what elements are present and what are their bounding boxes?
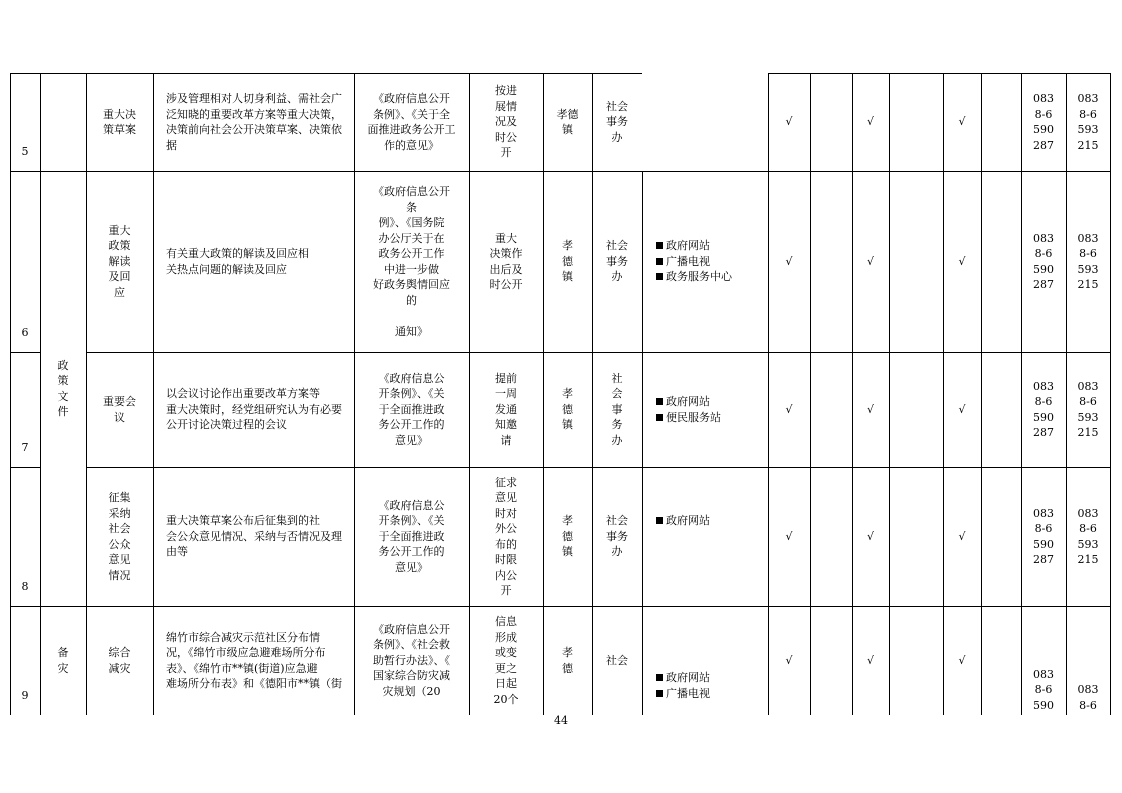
row-number: 5 xyxy=(21,144,29,158)
filled-square-icon xyxy=(656,690,663,697)
item-name: 重大决 策草案 xyxy=(103,107,136,136)
channel-list xyxy=(656,394,721,425)
table-rule xyxy=(642,171,643,715)
table-rule xyxy=(469,73,470,715)
item-name: 征集 采纳 社会 公众 意见 情况 xyxy=(108,491,131,582)
disclosure-subject: 孝 德 xyxy=(562,646,573,675)
table-rule xyxy=(1110,73,1111,715)
channel-item xyxy=(656,394,721,410)
table-rule xyxy=(86,467,1110,468)
disclosure-subject: 孝 德 镇 xyxy=(562,514,573,559)
filled-square-icon xyxy=(656,242,663,249)
check-mark: √ xyxy=(958,653,966,667)
table-rule xyxy=(86,73,87,715)
table-rule xyxy=(810,73,811,715)
disclosure-timing: 按进 展情 况及 时公 开 xyxy=(495,84,517,160)
responsible-dept: 社会 事务 办 xyxy=(606,239,628,284)
disclosure-channels xyxy=(656,469,764,604)
disclosure-channels xyxy=(656,354,764,465)
item-name: 重要会 议 xyxy=(103,395,136,424)
phone-2: 083 8-6 593 215 xyxy=(1077,506,1099,566)
table-rule xyxy=(981,73,982,715)
check-mark: √ xyxy=(958,115,966,129)
channel-item xyxy=(656,254,732,270)
filled-square-icon xyxy=(656,273,663,280)
filled-square-icon xyxy=(656,414,663,421)
channel-item xyxy=(656,238,732,254)
table-rule xyxy=(10,73,11,715)
check-mark: √ xyxy=(866,254,874,268)
item-content: 有关重大政策的解读及回应相 关热点问题的解读及回应 xyxy=(166,247,309,276)
phone-2: 083 8-6 xyxy=(1077,683,1099,712)
channel-label: 政府网站 xyxy=(666,239,710,253)
filled-square-icon xyxy=(656,517,663,524)
table-rule xyxy=(354,73,355,715)
phone-1: 083 8-6 590 287 xyxy=(1033,92,1054,152)
filled-square-icon xyxy=(656,674,663,681)
legal-basis: 《政府信息公开 条 例》、《国务院 办公厅关于在 政务公开工作 中进一步做 好政务舆情回应 的 通知》 xyxy=(373,185,450,338)
channel-item xyxy=(656,269,732,285)
check-mark: √ xyxy=(785,115,793,129)
table-rule xyxy=(10,606,1110,607)
phone-2: 083 8-6 593 215 xyxy=(1077,379,1099,439)
check-mark: √ xyxy=(866,529,874,543)
page-number: 44 xyxy=(554,714,568,727)
channel-label: 政府网站 xyxy=(666,671,710,684)
check-mark: √ xyxy=(866,653,874,667)
table-rule xyxy=(543,73,544,715)
channel-label: 广播电视 xyxy=(666,686,710,700)
table-rule xyxy=(768,73,1110,74)
disclosure-timing: 提前 一周 发通 知邀 请 xyxy=(495,371,517,447)
legal-basis: 《政府信息公 开条例》、《关 于全面推进政 务公开工作的 意见》 xyxy=(378,498,445,574)
channel-label: 政务服务中心 xyxy=(666,270,732,284)
item-content: 重大决策草案公布后征集到的社 会公众意见情况、采纳与否情况及理 由等 xyxy=(166,514,342,559)
row-number: 6 xyxy=(21,325,29,339)
channel-list xyxy=(656,238,732,285)
table-rule xyxy=(889,73,890,715)
category-policy-docs: 政 策 文 件 xyxy=(57,358,69,418)
phone-2: 083 8-6 593 215 xyxy=(1077,92,1099,152)
disclosure-subject: 孝 德 镇 xyxy=(562,387,573,432)
check-mark: √ xyxy=(866,402,874,416)
row-number: 7 xyxy=(21,440,29,454)
check-mark: √ xyxy=(785,254,793,268)
disclosure-timing: 信息 形成 或变 更之 日起 20个 xyxy=(493,615,519,706)
disclosure-timing: 重大 决策作 出后及 时公开 xyxy=(489,231,523,291)
disclosure-subject: 孝 德 镇 xyxy=(562,239,573,284)
row-number: 8 xyxy=(21,579,29,593)
check-mark: √ xyxy=(785,653,793,667)
responsible-dept: 社会 xyxy=(606,653,628,667)
channel-list xyxy=(656,670,710,701)
table-rule xyxy=(592,73,593,715)
table-rule xyxy=(153,73,154,715)
channel-label: 政府网站 xyxy=(666,395,710,408)
channel-label: 广播电视 xyxy=(666,254,710,268)
channel-item xyxy=(656,513,710,529)
check-mark: √ xyxy=(958,254,966,268)
table-rule xyxy=(10,171,1110,172)
check-mark: √ xyxy=(866,115,874,129)
table-rule xyxy=(86,352,1110,353)
category-disaster-prep: 备 灾 xyxy=(57,646,69,675)
responsible-dept: 社 会 事 务 办 xyxy=(611,371,623,447)
item-content: 绵竹市综合减灾示范社区分布情 况，《绵竹市级应急避难场所分布 表》、《绵竹市**镇(街道)应急避 难场所分布表》和《德阳市**镇（街 xyxy=(166,630,342,690)
item-name: 综合 减灾 xyxy=(108,646,131,675)
check-mark: √ xyxy=(958,402,966,416)
channel-list xyxy=(656,513,710,529)
item-content: 以会议讨论作出重要改革方案等 重大决策时，经党组研究认为有必要 公开讨论决策过程的会议 xyxy=(166,387,342,432)
phone-1: 083 8-6 590 287 xyxy=(1033,231,1054,291)
disclosure-timing: 征求 意见 时对 外公 布的 时限 内公 开 xyxy=(495,475,517,597)
table-rule xyxy=(40,73,41,715)
disclosure-subject: 孝德 镇 xyxy=(556,107,579,136)
disclosure-channels xyxy=(656,608,764,713)
table-rule xyxy=(768,73,769,715)
legal-basis: 《政府信息公 开条例》、《关 于全面推进政 务公开工作的 意见》 xyxy=(378,371,445,447)
item-content: 涉及管理相对人切身利益、需社会广 泛知晓的重要改革方案等重大决策， 决策前向社会公开决策草案、决策依据 xyxy=(166,92,342,152)
channel-item xyxy=(656,686,710,702)
check-mark: √ xyxy=(958,529,966,543)
check-mark: √ xyxy=(785,402,793,416)
table-rule xyxy=(10,467,40,468)
responsible-dept: 社会 事务 办 xyxy=(606,514,628,559)
filled-square-icon xyxy=(656,398,663,405)
channel-item xyxy=(656,670,710,686)
responsible-dept: 社会 事务 办 xyxy=(606,99,628,144)
legal-basis: 《政府信息公开 条例》、《关于全 面推进政务公开工 作的意见》 xyxy=(367,92,456,152)
table-rule xyxy=(943,73,944,715)
phone-1: 083 8-6 590 287 xyxy=(1033,506,1054,566)
phone-1: 083 8-6 590 287 xyxy=(1033,379,1054,439)
table-rule xyxy=(852,73,853,715)
channel-item xyxy=(656,410,721,426)
table-rule xyxy=(1021,73,1022,715)
filled-square-icon xyxy=(656,258,663,265)
disclosure-channels xyxy=(656,173,764,350)
channel-label: 政府网站 xyxy=(666,514,710,527)
table-rule xyxy=(1066,73,1067,715)
legal-basis: 《政府信息公开 条例》、《社会救 助暂行办法》、《 国家综合防灾减 灾规划（20 xyxy=(373,622,450,698)
row-number: 9 xyxy=(21,688,29,702)
channel-label: 便民服务站 xyxy=(666,410,721,424)
check-mark: √ xyxy=(785,529,793,543)
phone-2: 083 8-6 593 215 xyxy=(1077,231,1099,291)
phone-1: 083 8-6 590 xyxy=(1033,667,1054,712)
table-rule xyxy=(10,352,40,353)
item-name: 重大 政策 解读 及回 应 xyxy=(108,223,131,299)
table-rule xyxy=(10,73,642,74)
